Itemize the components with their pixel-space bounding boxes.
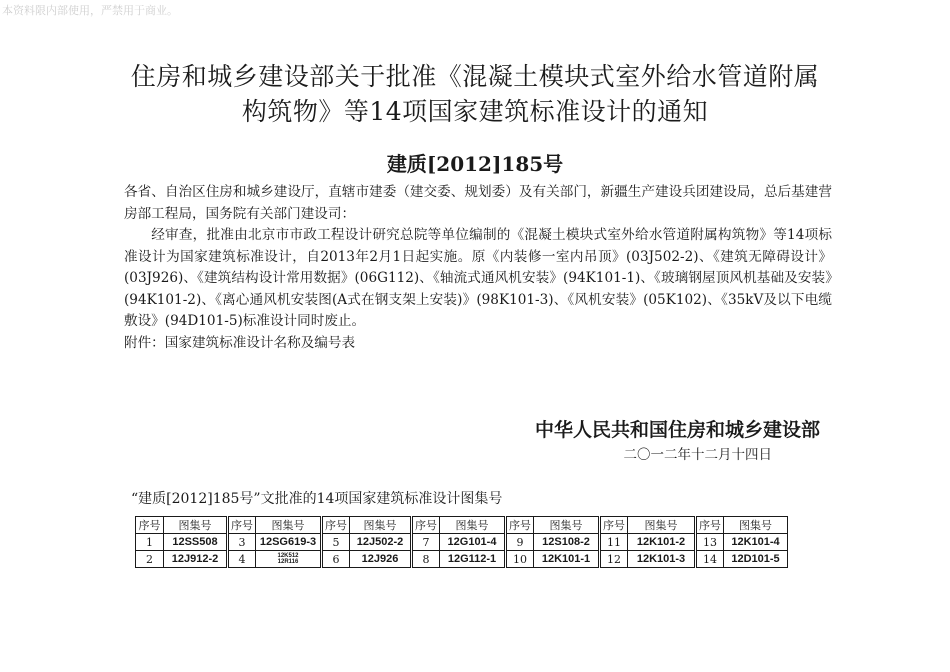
attachment-line: 附件：国家建筑标准设计名称及编号表	[124, 334, 356, 351]
row-number-cell: 12	[600, 551, 628, 568]
header-cell-code: 图集号	[164, 517, 228, 534]
header-cell-no: 序号	[228, 517, 256, 534]
atlas-code-cell: 12K101-3	[628, 551, 696, 568]
row-number-cell: 9	[506, 534, 534, 551]
header-cell-code: 图集号	[256, 517, 322, 534]
row-number-cell: 10	[506, 551, 534, 568]
header-cell-no: 序号	[136, 517, 164, 534]
header-cell-code: 图集号	[628, 517, 696, 534]
row-number-cell: 11	[600, 534, 628, 551]
main-paragraph: 经审查，批准由北京市市政工程设计研究总院等单位编制的《混凝土模块式室外给水管道附属构筑物》等14项标准设计为国家建筑标准设计，自2013年2月1日起实施。原《内装修一室内吊顶》(03J502-2)、《建筑无障碍设计》(03J926)、《建筑结构设计常用数据》(06G112)、《轴流式通风机安装》(94K101-1)、《玻璃钢屋顶风机基础及安装》(94K101-2)、《离心通风机安装图(A式在钢支架上安装)》(98K101-3)、《风机安装》(05K102)、《35kV及以下电缆敷设》(94D101-5)标准设计同时废止。	[124, 227, 832, 329]
atlas-code-cell: 12D101-5	[724, 551, 788, 568]
notice-body	[124, 182, 832, 354]
atlas-code-cell: 12S108-2	[534, 534, 600, 551]
notice-title-line-2: 构筑物》等14项国家建筑标准设计的通知	[241, 97, 709, 126]
header-cell-no: 序号	[600, 517, 628, 534]
watermark-text: 本资料限内部使用，严禁用于商业。	[2, 4, 178, 17]
row-number-cell: 2	[136, 551, 164, 568]
atlas-code-cell: 12SS508	[164, 534, 228, 551]
issue-date: 二〇一二年十二月十四日	[623, 447, 772, 463]
header-cell-code: 图集号	[350, 517, 412, 534]
atlas-code-cell: 12K101-2	[628, 534, 696, 551]
row-number-cell: 4	[228, 551, 256, 568]
header-cell-no: 序号	[696, 517, 724, 534]
atlas-code-cell: 12J912-2	[164, 551, 228, 568]
atlas-code-cell: 12K101-1	[534, 551, 600, 568]
row-number-cell: 3	[228, 534, 256, 551]
document-number: 建质[2012]185号	[386, 152, 564, 176]
row-number-cell: 7	[412, 534, 440, 551]
row-number-cell: 1	[136, 534, 164, 551]
atlas-code-top: 12K512	[277, 553, 299, 559]
atlas-code-cell: 12J502-2	[350, 534, 412, 551]
notice-title-line-1: 住房和城乡建设部关于批准《混凝土模块式室外给水管道附属	[130, 62, 820, 91]
row-number-cell: 8	[412, 551, 440, 568]
header-cell-code: 图集号	[724, 517, 788, 534]
header-cell-code: 图集号	[534, 517, 600, 534]
row-number-cell: 5	[322, 534, 350, 551]
header-cell-code: 图集号	[440, 517, 506, 534]
row-number-cell: 6	[322, 551, 350, 568]
row-number-cell: 13	[696, 534, 724, 551]
table-row	[136, 551, 788, 568]
header-cell-no: 序号	[506, 517, 534, 534]
table-row	[136, 534, 788, 551]
atlas-code-cell: 12G101-4	[440, 534, 506, 551]
atlas-code-cell-stacked	[256, 551, 322, 568]
header-cell-no: 序号	[322, 517, 350, 534]
issuing-authority: 中华人民共和国住房和城乡建设部	[534, 419, 820, 441]
atlas-code-cell: 12J926	[350, 551, 412, 568]
atlas-code-bottom: 12R116	[277, 559, 299, 565]
atlas-code-cell: 12G112-1	[440, 551, 506, 568]
row-number-cell: 14	[696, 551, 724, 568]
atlas-number-table	[135, 516, 788, 568]
header-cell-no: 序号	[412, 517, 440, 534]
atlas-code-cell: 12K101-4	[724, 534, 788, 551]
addressee-paragraph: 各省、自治区住房和城乡建设厅，直辖市建委（建交委、规划委）及有关部门，新疆生产建设兵团建设局，总后基建营房部工程局，国务院有关部门建设司：	[124, 184, 832, 222]
table-header-row	[136, 517, 788, 534]
atlas-code-cell: 12SG619-3	[256, 534, 322, 551]
table-caption: “建质[2012]185号”文批准的14项国家建筑标准设计图集号	[131, 491, 503, 507]
